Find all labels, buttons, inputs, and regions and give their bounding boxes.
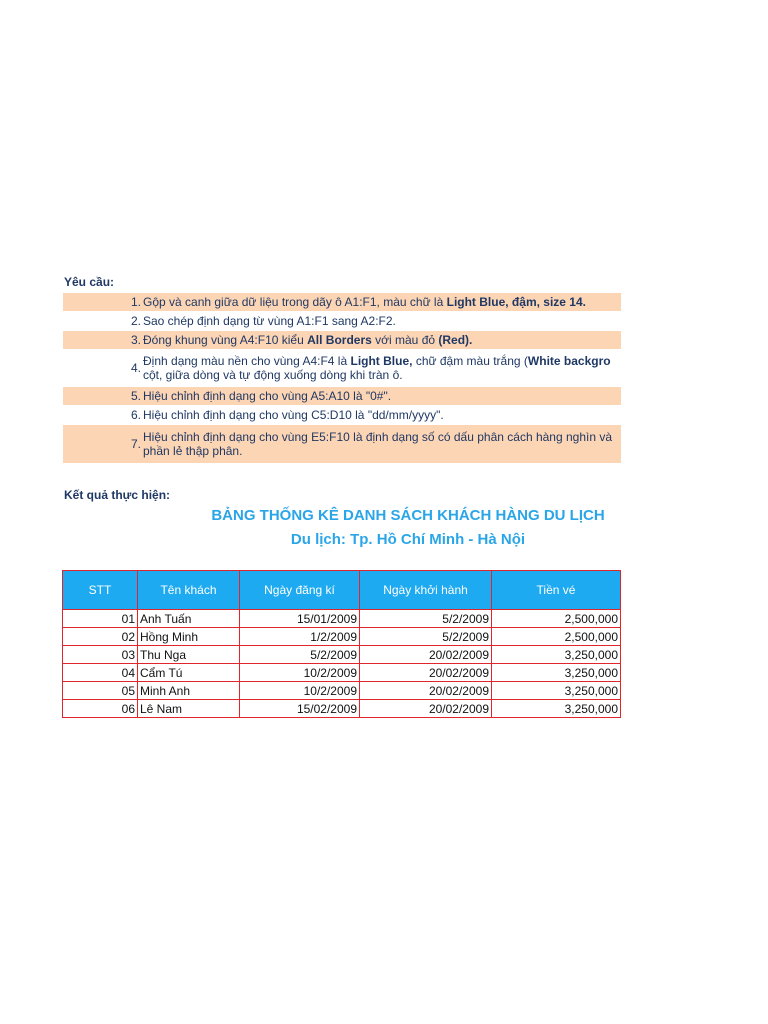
- table-cell: 10/2/2009: [240, 664, 360, 682]
- column-header: Tên khách: [138, 571, 240, 610]
- table-cell: 1/2/2009: [240, 628, 360, 646]
- table-body: [63, 610, 621, 718]
- requirement-line: [143, 368, 621, 382]
- requirement-line: [143, 430, 621, 444]
- requirement-item: [63, 331, 621, 350]
- table-row: [63, 646, 621, 664]
- table-cell: 3,250,000: [492, 664, 621, 682]
- table-cell: 05: [63, 682, 138, 700]
- requirements-heading: Yêu cầu:: [64, 275, 115, 289]
- table-cell: 3,250,000: [492, 682, 621, 700]
- requirement-segment: Hiệu chỉnh định dạng cho vùng A5:A10 là "0#".: [143, 389, 392, 403]
- table-row: [63, 628, 621, 646]
- table-cell: 15/02/2009: [240, 700, 360, 718]
- requirement-segment: Hiệu chỉnh định dạng cho vùng E5:F10 là định dạng số có dấu phân cách hàng nghìn và: [143, 430, 613, 444]
- requirement-text: [143, 430, 621, 458]
- table-row: [63, 682, 621, 700]
- requirement-item: [63, 406, 621, 425]
- table-row: [63, 664, 621, 682]
- requirement-number: 3.: [130, 333, 141, 347]
- table-cell: 5/2/2009: [240, 646, 360, 664]
- requirement-number: 5.: [130, 389, 141, 403]
- customer-table: [62, 570, 621, 718]
- requirement-text: [143, 354, 621, 382]
- requirement-text: [143, 333, 621, 347]
- requirement-text: [143, 408, 621, 422]
- column-header: STT: [63, 571, 138, 610]
- column-header: Ngày khởi hành: [360, 571, 492, 610]
- requirement-segment: Light Blue, đậm, size 14.: [446, 295, 586, 309]
- table-cell: Hồng Minh: [138, 628, 240, 646]
- requirement-item: [63, 293, 621, 312]
- requirement-item: [63, 312, 621, 331]
- table-row: [63, 700, 621, 718]
- table-cell: 06: [63, 700, 138, 718]
- table-subtitle: Du lịch: Tp. Hồ Chí Minh - Hà Nội: [290, 531, 526, 548]
- table-cell: 20/02/2009: [360, 682, 492, 700]
- requirement-segment: Sao chép định dạng từ vùng A1:F1 sang A2:F2.: [143, 314, 396, 328]
- table-cell: Minh Anh: [138, 682, 240, 700]
- requirement-item: [63, 387, 621, 406]
- column-header: Ngày đăng kí: [240, 571, 360, 610]
- requirement-number: 4.: [130, 361, 141, 375]
- requirement-segment: phần lẻ thập phân.: [143, 444, 243, 458]
- requirement-segment: Hiệu chỉnh định dạng cho vùng C5:D10 là "dd/mm/yyyy".: [143, 408, 444, 422]
- requirement-segment: Đóng khung vùng A4:F10 kiểu: [143, 333, 308, 347]
- requirement-number: 6.: [130, 408, 141, 422]
- requirement-number: 7.: [130, 437, 141, 451]
- table-cell: 2,500,000: [492, 610, 621, 628]
- table-cell: 3,250,000: [492, 700, 621, 718]
- requirement-line: [143, 295, 621, 309]
- table-cell: 15/01/2009: [240, 610, 360, 628]
- requirement-segment: cột, giữa dòng và tự động xuống dòng khi tràn ô.: [143, 368, 403, 382]
- table-cell: 5/2/2009: [360, 610, 492, 628]
- table-cell: 20/02/2009: [360, 664, 492, 682]
- table-cell: 5/2/2009: [360, 628, 492, 646]
- requirement-text: [143, 314, 621, 328]
- table-cell: Thu Nga: [138, 646, 240, 664]
- requirement-line: [143, 408, 621, 422]
- table-cell: 2,500,000: [492, 628, 621, 646]
- requirement-text: [143, 295, 621, 309]
- table-title: BẢNG THỐNG KÊ DANH SÁCH KHÁCH HÀNG DU LỊCH: [211, 507, 605, 524]
- requirement-segment: Light Blue,: [350, 354, 413, 368]
- table-cell: 3,250,000: [492, 646, 621, 664]
- result-heading: Kết quả thực hiện:: [64, 488, 171, 502]
- requirements-list: [63, 293, 621, 464]
- table-cell: 20/02/2009: [360, 700, 492, 718]
- requirement-item: [63, 425, 621, 464]
- requirement-number: 2.: [130, 314, 141, 328]
- requirement-segment: All Borders: [307, 333, 372, 347]
- requirement-line: [143, 354, 621, 368]
- requirement-segment: (Red).: [438, 333, 473, 347]
- requirement-segment: với màu đỏ: [371, 333, 439, 347]
- requirement-segment: Gộp và canh giữa dữ liệu trong dãy ô A1:F1, màu chữ là: [143, 295, 447, 309]
- table-cell: 20/02/2009: [360, 646, 492, 664]
- table-cell: 10/2/2009: [240, 682, 360, 700]
- requirement-line: [143, 389, 621, 403]
- table-cell: Lê Nam: [138, 700, 240, 718]
- requirement-number: 1.: [130, 295, 141, 309]
- requirement-line: [143, 314, 621, 328]
- table-cell: 01: [63, 610, 138, 628]
- table-cell: Cẩm Tú: [138, 664, 240, 682]
- requirement-segment: White backgro: [527, 354, 611, 368]
- requirement-item: [63, 350, 621, 387]
- table-row: [63, 610, 621, 628]
- requirement-line: [143, 333, 621, 347]
- requirement-segment: chữ đậm màu trắng (: [412, 354, 528, 368]
- column-header: Tiền vé: [492, 571, 621, 610]
- table-cell: 03: [63, 646, 138, 664]
- requirement-line: [143, 444, 621, 458]
- requirement-segment: Định dạng màu nền cho vùng A4:F4 là: [143, 354, 351, 368]
- table-cell: Anh Tuấn: [138, 610, 240, 628]
- table-header-row: [63, 571, 621, 610]
- table-cell: 02: [63, 628, 138, 646]
- table-cell: 04: [63, 664, 138, 682]
- requirement-text: [143, 389, 621, 403]
